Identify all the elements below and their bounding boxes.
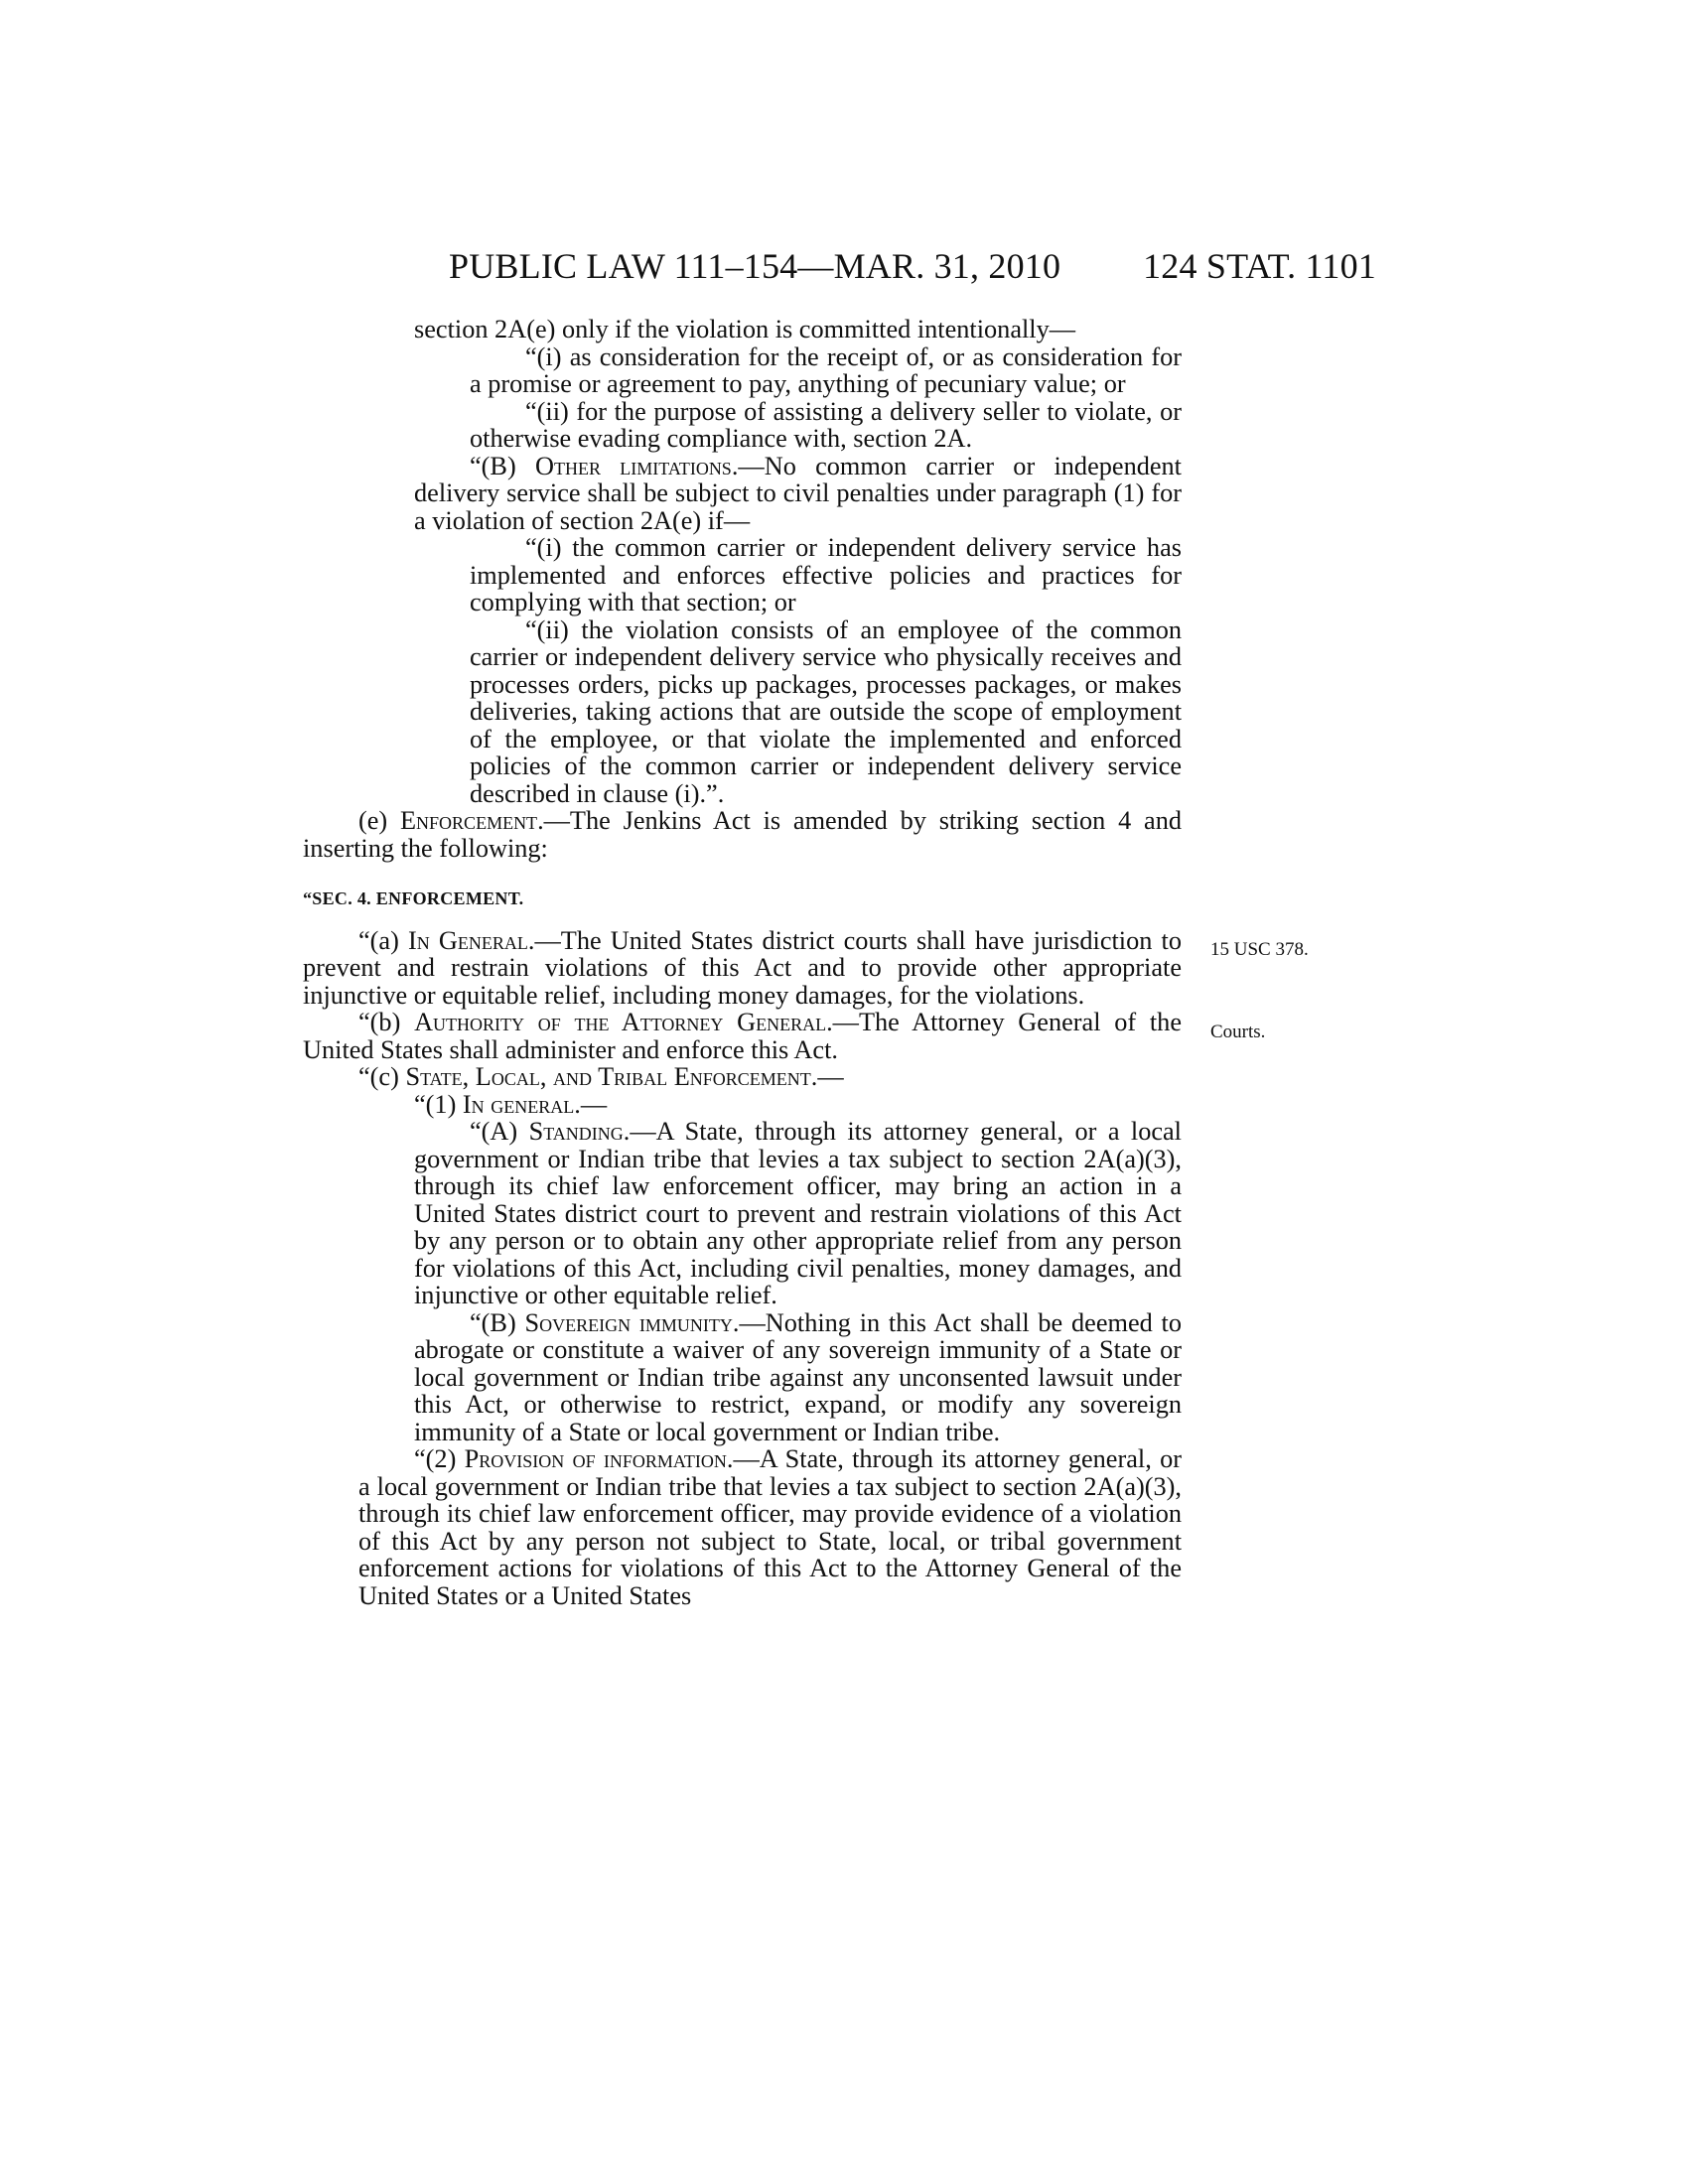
paragraph-text: .—A State, through its attorney general, or a local government or Indian tribe that levies a tax subject to section 2A(a)(3), through its chief law enforcement officer, may provide evidence of a violation of this Act by any person not subject to State, local, or tribal government enforcement actions for violations of this Act to the Attorney General of the United States or a United States [358,1444,1182,1610]
heading: Provision of information [464,1444,727,1473]
heading: Other limitations [535,451,732,480]
subsection-b [303,1009,1182,1063]
paragraph-text: .—Nothing in this Act shall be deemed to abrogate or constitute a waiver of any sovereign immunity of a State or local government or Indian tribe against any unconsented lawsuit under this Act, or otherwise to restrict, expand, or modify any sovereign immunity of a State or local government or Indian tribe. [414,1307,1182,1446]
clause-ii: “(ii) for the purpose of assisting a delivery seller to violate, or otherwise evading compliance with, section 2A. [470,396,1182,453]
page-header-stat: 124 STAT. 1101 [1143,246,1376,286]
subparagraph-b [303,1309,1182,1446]
enum: “(a) [358,925,408,955]
paragraph-1 [303,1091,1182,1119]
section-heading: “SEC. 4. ENFORCEMENT. [303,888,524,908]
paragraph: section 2A(e) only if the violation is committed intentionally— [414,315,1076,343]
paragraph-text: .— [810,1062,844,1091]
enum: “(A) [470,1117,529,1146]
clause-i: “(i) the common carrier or independent delivery service has implemented and enforces effective policies and practices for complying with that section; or [470,533,1182,616]
heading: Standing [528,1117,624,1146]
enum: “(2) [414,1444,465,1473]
margin-note-courts: Courts. [1210,1022,1266,1042]
subsection-a [303,927,1182,1010]
heading: Enforcement [399,806,538,835]
paragraph-text: .—The United States district courts shall have jurisdiction to prevent and restrain violations of this Act and to provide other appropriate injunctive or equitable relief, including money damages, for the violations. [303,925,1182,1010]
subsection-c [303,1063,1182,1091]
enum: “(B) [470,1307,525,1337]
enum: (e) [358,806,400,835]
paragraph-2 [303,1445,1182,1609]
enum: “(1) [414,1089,463,1119]
subparagraph-b [303,453,1182,535]
heading: In General [408,925,528,955]
margin-note-usc: 15 USC 378. [1210,939,1309,960]
heading: In general [462,1089,575,1119]
paragraph-text: .—A State, through its attorney general, or a local government or Indian tribe that levies a tax subject to section 2A(a)(3), through its chief law enforcement officer, may bring an action in a United States district court to prevent and restrain violations of this Act by any person or to obtain any other appropriate relief from any person for violations of this Act, including civil penalties, money damages, and injunctive or other equitable relief. [414,1117,1182,1309]
enum: “(B) [470,451,536,480]
subsection-e [303,807,1182,862]
page-header-title: PUBLIC LAW 111–154—MAR. 31, 2010 [449,246,1061,286]
paragraph-text: .—The Jenkins Act is amended by striking section 4 and inserting the following: [303,806,1183,863]
enum: “(c) [358,1062,406,1091]
heading: State, Local, and Tribal Enforcement [405,1062,811,1091]
heading: Authority of the Attorney General [414,1008,827,1036]
paragraph-text: .— [574,1089,608,1119]
heading: Sovereign immunity [524,1307,733,1337]
subparagraph-a [303,1118,1182,1309]
paragraph-text: .—No common carrier or independent delivery service shall be subject to civil penalties under paragraph (1) for a violation of section 2A(e) if— [414,451,1182,535]
clause-i: “(i) as consideration for the receipt of, or as consideration for a promise or agreement to pay, anything of pecuniary value; or [470,341,1182,398]
enum: “(b) [358,1008,415,1036]
statute-text [303,316,1182,1609]
clause-ii: “(ii) the violation consists of an employee of the common carrier or independent delivery service who physically receives and processes orders, picks up packages, processes packages, or makes deliveries, taking actions that are outside the scope of employment of the employee, or that violate the implemented and enforced policies of the common carrier or independent delivery service described in clause (i).”. [470,614,1182,808]
paragraph-text: .—The Attorney General of the United States shall administer and enforce this Act. [303,1008,1182,1064]
